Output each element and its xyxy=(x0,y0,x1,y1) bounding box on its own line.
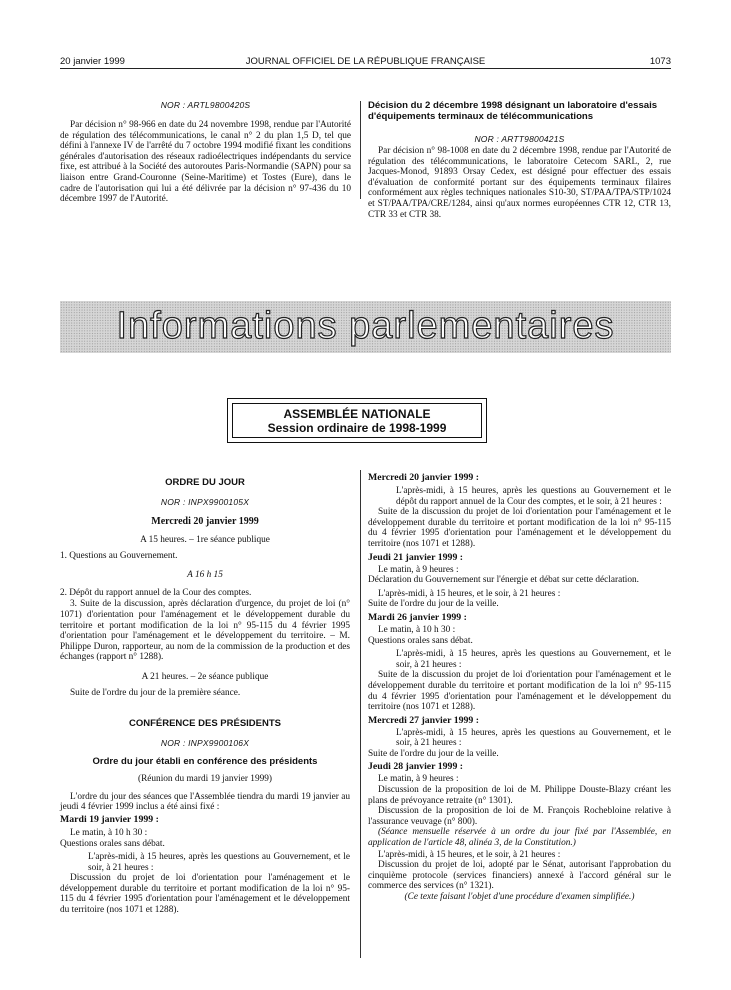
sitting-time: Le matin, à 9 heures : xyxy=(378,774,459,785)
nor-reference: NOR : ARTL9800420S xyxy=(160,100,251,110)
sitting-time: A 21 heures. – 2e séance publique xyxy=(141,671,269,682)
sitting-time: L'après-midi, à 15 heures, et le soir, à 21 heures : xyxy=(378,849,561,860)
intro-text: L'ordre du jour des séances que l'Assemblée tiendra du mardi 19 janvier au jeudi 4 février 1999 inclus a été ainsi fixé : xyxy=(60,791,350,813)
left-column xyxy=(60,477,350,916)
sitting-time: Le matin, à 10 h 30 : xyxy=(378,624,456,635)
header-journal: JOURNAL OFFICIEL DE LA RÉPUBLIQUE FRANÇAISE xyxy=(245,56,486,67)
agenda-item: Suite de la discussion du projet de loi d'orientation pour l'aménagement et le développement durable du territoire et portant modification de la loi n° 95-115 du 4 février 1995 d'orientation pour l'aménagement et le développement du territoire (nos 1071 et 1288). xyxy=(368,507,671,549)
sitting-time: L'après-midi, à 15 heures, après les questions au Gouvernement, et le soir, à 21 heures : xyxy=(396,649,671,670)
section-title: CONFÉRENCE DES PRÉSIDENTS xyxy=(128,718,282,730)
sitting-time: A 15 heures. – 1re séance publique xyxy=(140,535,270,545)
header-rule xyxy=(60,68,671,69)
procedure-note: (Ce texte faisant l'objet d'une procédure d'examen simplifiée.) xyxy=(404,892,635,902)
agenda-item: 2. Dépôt du rapport annuel de la Cour des comptes. xyxy=(60,587,252,598)
agenda-item: Questions orales sans débat. xyxy=(368,635,473,646)
agenda-item: Discussion du projet de loi d'orientation pour l'aménagement et le développement durable du territoire et portant modification de la loi n° 95-115 du 4 février 1995 d'orientation pour l'aménagement et le développement du territoire (nos 1071 et 1288). xyxy=(60,873,350,916)
session-name: Session ordinaire de 1998-1999 xyxy=(267,421,447,435)
section-title: ORDRE DU JOUR xyxy=(165,477,245,488)
day-heading: Jeudi 28 janvier 1999 : xyxy=(368,761,464,773)
agenda-item: Discussion de la proposition de loi de M. Philippe Douste-Blazy créant les plans de prévoyance retraite (n° 1301). xyxy=(368,785,671,806)
agenda-item: Discussion du projet de loi, adopté par le Sénat, autorisant l'approbation du cinquième protocole (services financiers) annexé à l'accord général sur le commerce des services (n° 1321). xyxy=(368,860,671,892)
assembly-heading-box xyxy=(227,398,487,443)
column-divider xyxy=(360,470,361,958)
agenda-item: Suite de l'ordre du jour de la veille. xyxy=(368,748,499,759)
agenda-item: Questions orales sans débat. xyxy=(60,838,165,849)
header-page-number: 1073 xyxy=(649,56,671,67)
sitting-time: A 16 h 15 xyxy=(187,570,223,581)
agenda-item: Discussion de la proposition de loi de M. François Rochebloine relative à l'assurance veuvage (n° 800). xyxy=(368,806,671,827)
day-heading: Jeudi 21 janvier 1999 : xyxy=(368,551,464,563)
section-banner-title: Informations parlementaires xyxy=(116,305,615,347)
sitting-time: L'après-midi, à 15 heures, après les questions au Gouvernement, et le soir, à 21 heures : xyxy=(88,852,350,873)
day-heading: Mardi 19 janvier 1999 : xyxy=(60,813,159,825)
sitting-time: L'après-midi, à 15 heures, après les questions au Gouvernement, et le soir, à 21 heures : xyxy=(396,727,671,749)
column-divider xyxy=(360,101,361,199)
header-date: 20 janvier 1999 xyxy=(60,56,125,67)
sitting-time: L'après-midi, à 15 heures, après les questions au Gouvernement et le dépôt du rapport annuel de la Cour des comptes, et le soir, à 21 heures : xyxy=(396,486,671,507)
nor-reference: NOR : INPX9900105X xyxy=(160,497,250,507)
decision-text: Par décision n° 98-966 en date du 24 novembre 1998, rendue par l'Autorité de régulation des télécommunications, le canal n° 2 du plan 1,5 D, tel que défini à l'annexe IV de l'arrêté du 7 octobre 1994 modifié fixant les conditions générales d'autorisation des réseaux radioélectriques indépendants du service fixe, est attribué à la Société des autoroutes Paris-Normandie (SAPN) pour sa liaison entre Grand-Couronne (Seine-Maritime) et Tostes (Eure), dans le cadre de l'autorisation qui lui a été délivrée par la décision n° 97-436 du 10 décembre 1997 de l'Autorité. xyxy=(60,120,351,205)
agenda-item: Déclaration du Gouvernement sur l'énergie et débat sur cette déclaration. xyxy=(368,575,639,586)
decision-text: Par décision n° 98-1008 en date du 2 décembre 1998, rendue par l'Autorité de régulation des télécommunications, le laboratoire Cetecom SARL, 2, rue Jacques-Monod, 91893 Orsay Cedex, est désigné pour effectuer des essais d'évaluation de conformité portant sur des équipements terminaux filaires conformément aux règles techniques nationales S10-30, ST/PAA/TPA/STP/1024 et ST/PAA/TPA/CRE/1284, ainsi qu'aux normes européennes CTR 12, CTR 13, CTR 33 et CTR 38. xyxy=(368,146,671,220)
decision-title: Décision du 2 décembre 1998 désignant un laboratoire d'essais d'équipements terminaux de télécommunications xyxy=(368,100,658,122)
sitting-time: Le matin, à 9 heures : xyxy=(378,564,459,575)
procedure-note: (Séance mensuelle réservée à un ordre du jour fixé par l'Assemblée, en application de l'article 48, alinéa 3, de la Constitution.) xyxy=(368,827,671,849)
day-heading: Mercredi 27 janvier 1999 : xyxy=(368,714,480,726)
meeting-date: (Réunion du mardi 19 janvier 1999) xyxy=(137,774,272,785)
day-heading: Mercredi 20 janvier 1999 : xyxy=(368,472,480,483)
day-heading: Mardi 26 janvier 1999 : xyxy=(368,611,467,623)
agenda-item: Suite de la discussion du projet de loi d'orientation pour l'aménagement et le développement durable du territoire et portant modification de la loi n° 95-115 du 4 février 1995 d'orientation pour l'aménagement et le développement du territoire (nos 1071 et 1288). xyxy=(368,670,671,713)
agenda-item: Suite de l'ordre du jour de la veille. xyxy=(368,599,499,610)
agenda-item: 3. Suite de la discussion, après déclaration d'urgence, du projet de loi (n° 1071) d'orientation pour l'aménagement et le développement durable du territoire et portant modification de la loi n° 95-115 du 4 février 1995 d'orientation pour l'aménagement et le développement du territoire. – M. Philippe Duron, rapporteur, au nom de la commission de la production et des échanges (rapport n° 1288). xyxy=(60,599,350,663)
agenda-item: 1. Questions au Gouvernement. xyxy=(60,550,178,561)
section-title: Ordre du jour établi en conférence des présidents xyxy=(92,756,318,768)
day-heading: Mercredi 20 janvier 1999 xyxy=(151,516,259,527)
agenda-item: Suite de l'ordre du jour de la première séance. xyxy=(70,687,241,698)
assembly-name: ASSEMBLÉE NATIONALE xyxy=(283,407,431,421)
nor-reference: NOR : INPX9900106X xyxy=(160,738,250,749)
right-column xyxy=(368,472,671,903)
nor-reference: NOR : ARTT9800421S xyxy=(474,134,565,144)
sitting-time: Le matin, à 10 h 30 : xyxy=(70,827,148,838)
sitting-time: L'après-midi, à 15 heures, et le soir, à 21 heures : xyxy=(378,588,561,599)
